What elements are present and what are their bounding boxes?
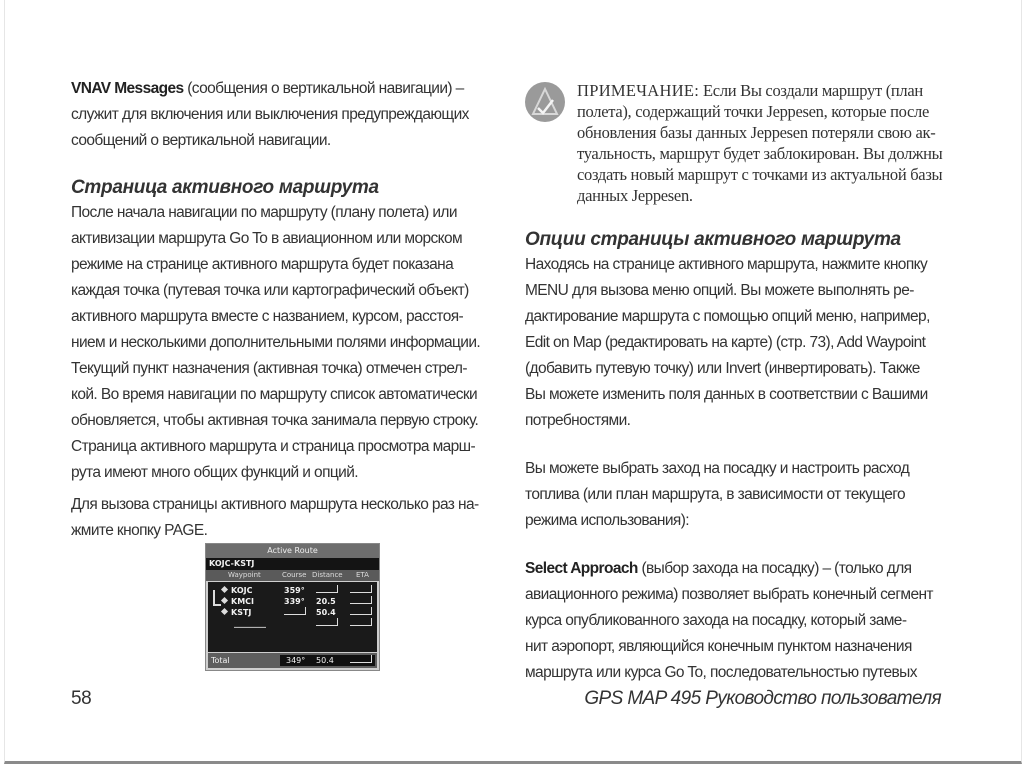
note-glyph	[525, 82, 565, 122]
header-course: Course	[282, 571, 307, 579]
note-label: ПРИМЕЧАНИЕ:	[577, 81, 700, 100]
text-line: активизации маршрута Go To в авиационном или морском	[71, 230, 463, 247]
note-check-triangle-icon	[525, 82, 565, 122]
vnav-messages-paragraph	[71, 76, 491, 154]
waypoint-cell	[222, 585, 253, 596]
text-line: курса опубликованного захода на посадку, который заме-	[525, 612, 907, 629]
gps-column-headers	[206, 570, 379, 581]
gps-screen-title: Active Route	[206, 544, 379, 558]
select-approach-term: Select Approach	[525, 560, 638, 577]
left-column	[71, 76, 491, 544]
waypoint-cell	[222, 607, 251, 618]
distance-cell: 50.4	[316, 608, 336, 617]
section-heading-active-route: Страница активного маршрута	[71, 177, 379, 198]
empty-waypoint-cell: ________	[234, 619, 266, 628]
section-heading-route-options: Опции страницы активного маршрута	[525, 229, 901, 250]
gps-row	[208, 596, 377, 607]
total-values	[280, 655, 375, 666]
text-line: Вы можете выбрать заход на посадку и настроить расход	[525, 460, 910, 477]
course-cell: 359°	[284, 586, 305, 595]
text-line: Для вызова страницы активного маршрута несколько раз на-	[71, 496, 479, 513]
text-line: (выбор захода на посадку) – (только для	[637, 560, 912, 577]
select-approach-paragraph	[525, 556, 965, 686]
text-line: кой. Во время навигации по маршруту список автоматически	[71, 386, 478, 403]
header-waypoint: Waypoint	[228, 571, 261, 579]
total-distance: 50.4	[316, 656, 334, 665]
text-line: активного маршрута вместе с названием, курсом, расстоя-	[71, 308, 464, 325]
text-line: режиме на странице активного маршрута будет показана	[71, 256, 454, 273]
waypoint-icon	[221, 597, 228, 604]
note-block	[525, 80, 965, 206]
eta-cell	[350, 607, 372, 618]
text-line: авиационного режима) позволяет выбрать конечный сегмент	[525, 586, 933, 603]
text-line: Текущий пункт назначения (активная точка) отмечен стрел-	[71, 360, 467, 377]
text-line: MENU для вызова меню опций. Вы можете выполнять ре-	[525, 282, 914, 299]
text-line: режима использования):	[525, 512, 689, 529]
gps-row	[208, 618, 377, 629]
text-line: дактирование маршрута с помощью опций меню, например,	[525, 308, 930, 325]
header-distance: Distance	[312, 571, 343, 579]
text-line: Находясь на странице активного маршрута, нажмите кнопку	[525, 256, 928, 273]
text-line: Страница активного маршрута и страница просмотра марш-	[71, 438, 476, 455]
waypoint-name: KSTJ	[231, 608, 252, 617]
text-line: данных Jeppesen.	[577, 186, 693, 205]
gps-total-row	[208, 653, 377, 668]
text-line: жмите кнопку PAGE.	[71, 522, 208, 539]
manual-title: GPS MAP 495 Руководство пользователя	[584, 688, 941, 709]
document-page	[4, 0, 1022, 764]
distance-cell: 20.5	[316, 597, 336, 606]
text-line: (сообщения о вертикальной навигации) –	[183, 80, 464, 97]
text-line: служит для включения или выключения предупреждающих	[71, 106, 469, 123]
course-cell: 339°	[284, 597, 305, 606]
text-line: рута имеют много общих функций и опций.	[71, 464, 358, 481]
total-eta	[350, 655, 372, 666]
text-line: маршрута или курса Go To, последовательностью путевых	[525, 664, 917, 681]
waypoint-icon	[221, 608, 228, 615]
gps-row	[208, 585, 377, 596]
eta-cell	[350, 618, 372, 629]
text-line: топлива (или план маршрута, в зависимости от текущего	[525, 486, 905, 503]
text-line: Вы можете изменить поля данных в соответствии с Вашими	[525, 386, 928, 403]
eta-cell	[350, 585, 372, 596]
text-line: После начала навигации по маршруту (плану полета) или	[71, 204, 457, 221]
gps-waypoint-list	[208, 582, 377, 652]
distance-cell	[316, 618, 338, 629]
gps-route-name: KOJC-KSTJ	[206, 558, 379, 570]
text-line: потребностями.	[525, 412, 631, 429]
text-line: нием и несколькими дополнительными полями информации.	[71, 334, 481, 351]
vnav-term: VNAV Messages	[71, 80, 184, 97]
text-line: создать новый маршрут с точками из актуальной базы	[577, 165, 943, 184]
right-column	[525, 80, 965, 686]
text-line: полета), содержащий точки Jeppesen, которые после	[577, 102, 929, 121]
total-label: Total	[211, 656, 230, 665]
text-line: обновления базы данных Jeppesen потеряли свою ак-	[577, 123, 936, 142]
waypoint-name: KOJC	[231, 586, 253, 595]
text-line: (добавить путевую точку) или Invert (инвертировать). Также	[525, 360, 920, 377]
waypoint-icon	[221, 586, 228, 593]
note-text	[577, 80, 965, 206]
active-route-paragraph	[71, 200, 491, 486]
page-key-paragraph	[71, 492, 491, 544]
gps-row	[208, 607, 377, 618]
text-line: Если Вы создали маршрут (план	[699, 81, 923, 100]
active-route-screenshot	[205, 543, 380, 671]
page-number: 58	[71, 688, 92, 709]
waypoint-cell	[222, 596, 254, 607]
text-line: обновляется, чтобы активная точка занимала первую строку.	[71, 412, 479, 429]
route-options-paragraph	[525, 252, 965, 434]
waypoint-name: KMCI	[231, 597, 255, 606]
distance-cell	[316, 585, 338, 596]
total-course: 349°	[286, 656, 306, 665]
header-eta: ETA	[356, 571, 369, 579]
text-line: сообщений о вертикальной навигации.	[71, 132, 331, 149]
text-line: каждая точка (путевая точка или картографический объект)	[71, 282, 469, 299]
text-line: Edit on Map (редактировать на карте) (стр. 73), Add Waypoint	[525, 334, 926, 351]
text-line: туальность, маршрут будет заблокирован. Вы должны	[577, 144, 943, 163]
course-cell	[284, 607, 306, 618]
eta-cell	[350, 596, 372, 607]
text-line: нит аэропорт, являющийся конечным пунктом назначения	[525, 638, 912, 655]
approach-fuel-paragraph	[525, 456, 965, 534]
